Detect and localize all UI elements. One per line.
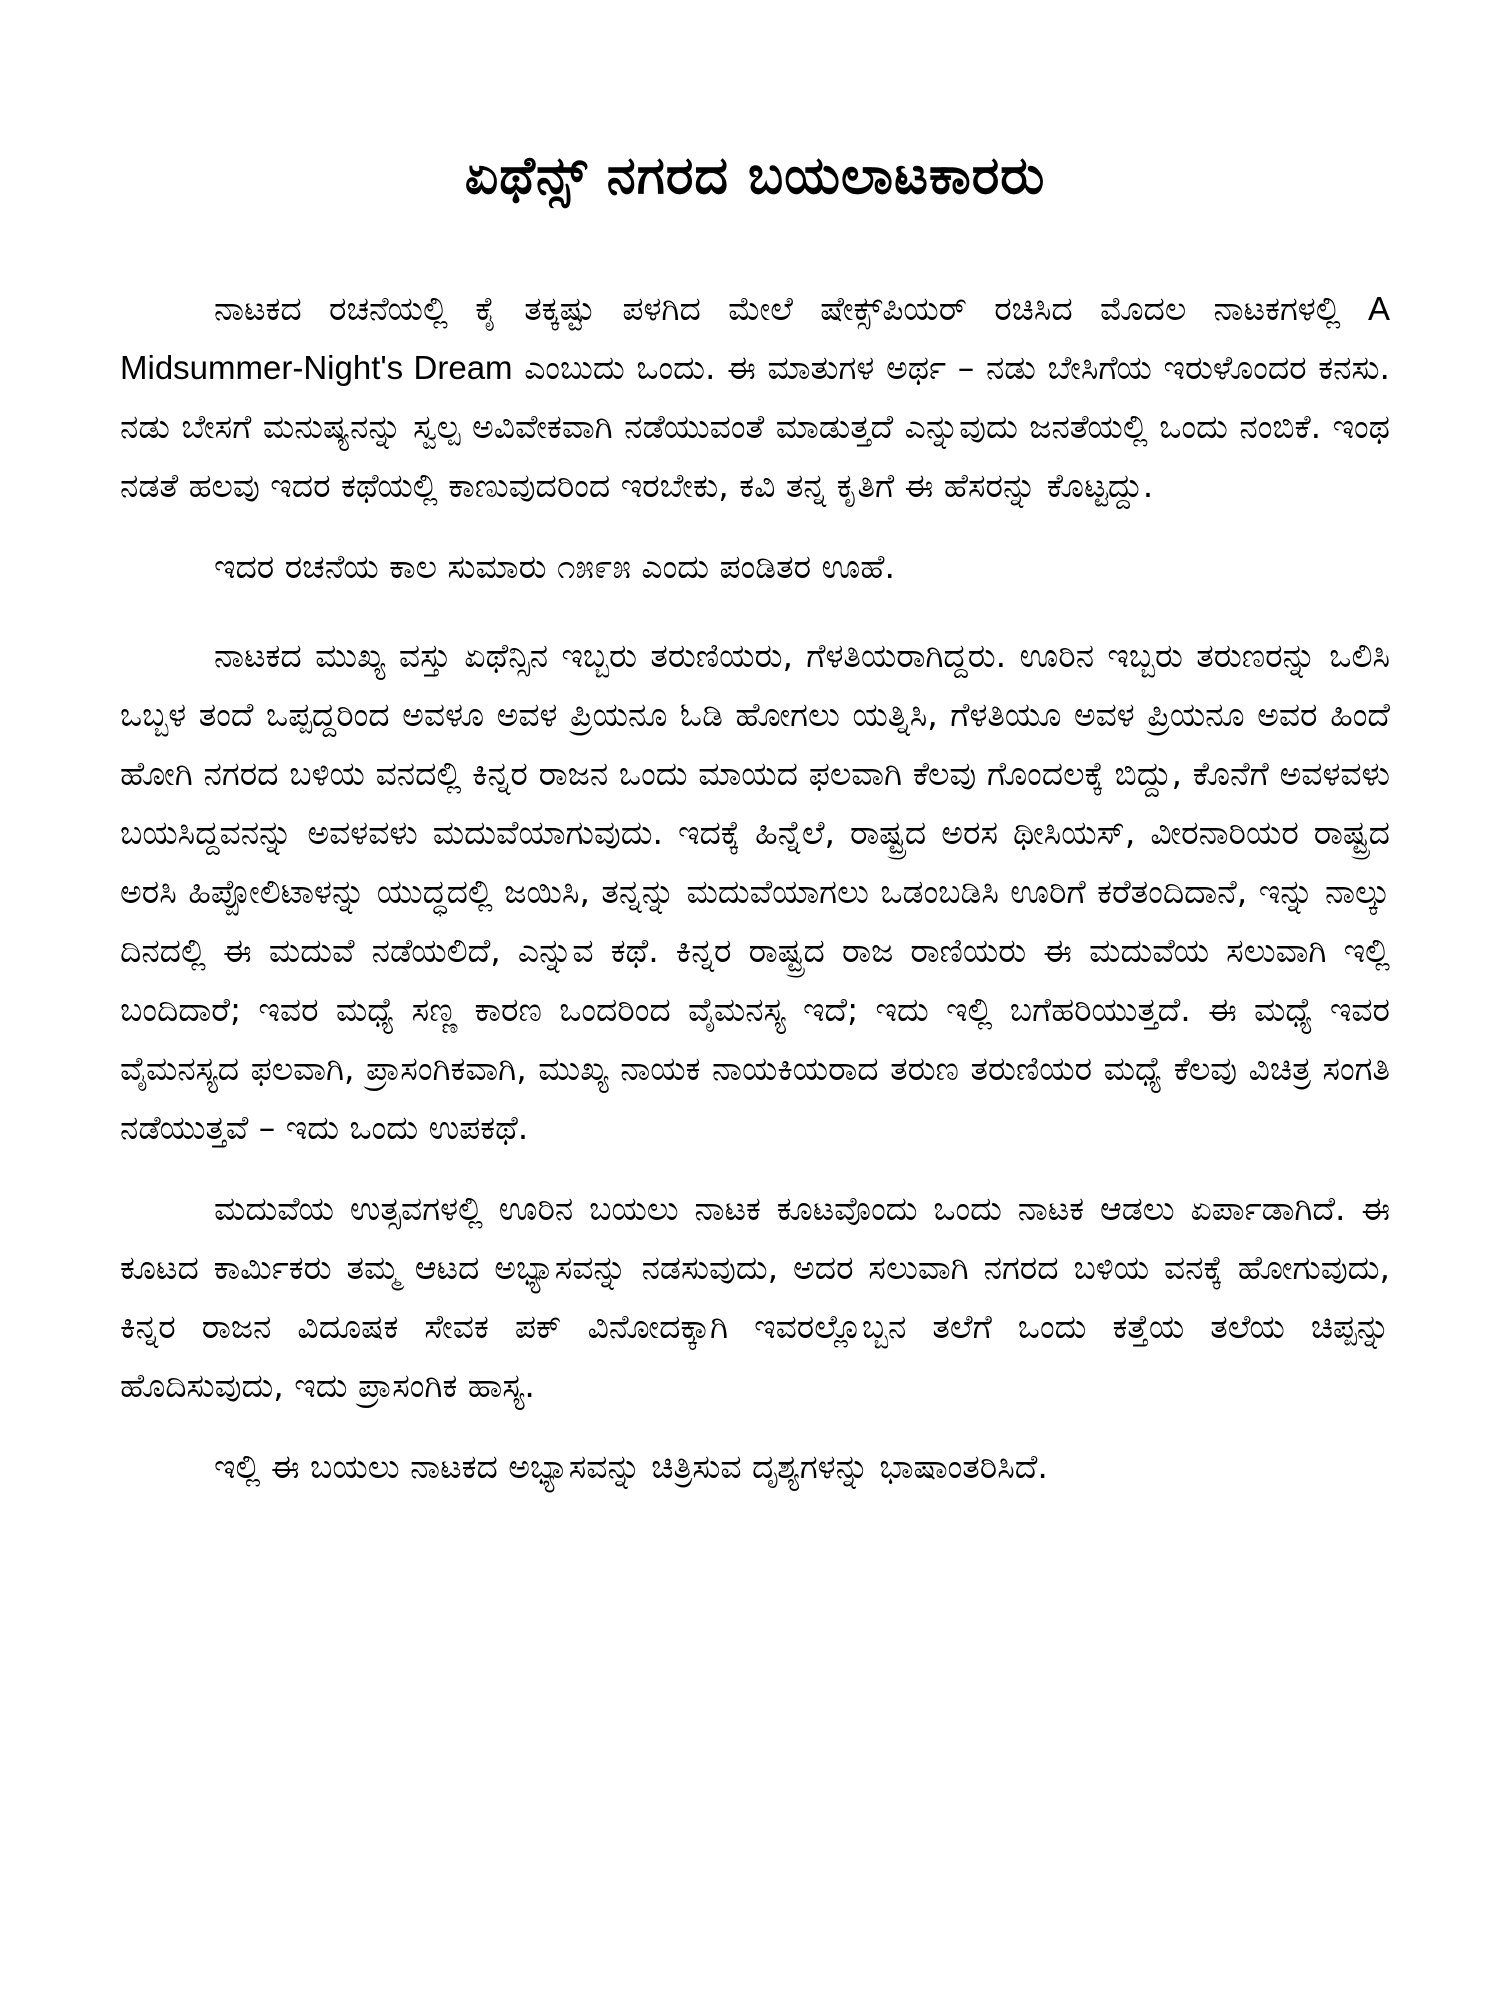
paragraph-plot: ನಾಟಕದ ಮುಖ್ಯ ವಸ್ತು ಏಥೆನ್ಸಿನ ಇಬ್ಬರು ತರುಣಿಯರು, ಗೆಳತಿಯರಾಗಿದ್ದರು. ಊರಿನ ಇಬ್ಬರು ತರುಣರನ್ನು ಒಲಿಸಿ ಒಬ್ಬಳ ತಂದೆ ಒಪ್ಪದ್ದರಿಂದ ಅವಳೂ ಅವಳ ಪ್ರಿಯನೂ ಓಡಿ ಹೋಗಲು ಯತ್ನಿಸಿ, ಗೆಳತಿಯೂ ಅವಳ ಪ್ರಿಯನೂ ಅವರ ಹಿಂದೆ ಹೋಗಿ ನಗರದ ಬಳಿಯ ವನದಲ್ಲಿ ಕಿನ್ನರ ರಾಜನ ಒಂದು ಮಾಯದ ಫಲವಾಗಿ ಕೆಲವು ಗೊಂದಲಕ್ಕೆ ಬಿದ್ದು, ಕೊನೆಗೆ ಅವಳವಳು ಬಯಸಿದ್ದವನನ್ನು ಅವಳವಳು ಮದುವೆಯಾಗುವುದು. ಇದಕ್ಕೆ ಹಿನ್ನೆಲೆ, ರಾಷ್ಟ್ರದ ಅರಸ ಥೀಸಿಯಸ್, ವೀರನಾರಿಯರ ರಾಷ್ಟ್ರದ ಅರಸಿ ಹಿಪ್ಪೋಲಿಟಾಳನ್ನು ಯುದ್ಧದಲ್ಲಿ ಜಯಿಸಿ, ತನ್ನನ್ನು ಮದುವೆಯಾಗಲು ಒಡಂಬಡಿಸಿ ಊರಿಗೆ ಕರೆತಂದಿದಾನೆ, ಇನ್ನು ನಾಲ್ಕು ದಿನದಲ್ಲಿ ಈ ಮದುವೆ ನಡೆಯಲಿದೆ, ಎನ್ನುವ ಕಥೆ. ಕಿನ್ನರ ರಾಷ್ಟ್ರದ ರಾಜ ರಾಣಿಯರು ಈ ಮದುವೆಯ ಸಲುವಾಗಿ ಇಲ್ಲಿ ಬಂದಿದಾರೆ; ಇವರ ಮಧ್ಯೆ ಸಣ್ಣ ಕಾರಣ ಒಂದರಿಂದ ವೈಮನಸ್ಯ ಇದೆ; ಇದು ಇಲ್ಲಿ ಬಗೆಹರಿಯುತ್ತದೆ. ಈ ಮಧ್ಯೆ ಇವರ ವೈಮನಸ್ಯದ ಫಲವಾಗಿ, ಪ್ರಾಸಂಗಿಕವಾಗಿ, ಮುಖ್ಯ ನಾಯಕ ನಾಯಕಿಯರಾದ ತರುಣ ತರುಣಿಯರ ಮಧ್ಯೆ ಕೆಲವು ವಿಚಿತ್ರ ಸಂಗತಿ ನಡೆಯುತ್ತವೆ – ಇದು ಒಂದು ಉಪಕಥೆ. bbox=[120, 636, 1390, 1148]
paragraph-players: ಮದುವೆಯ ಉತ್ಸವಗಳಲ್ಲಿ ಊರಿನ ಬಯಲು ನಾಟಕ ಕೂಟವೊಂದು ಒಂದು ನಾಟಕ ಆಡಲು ಏರ್ಪಾಡಾಗಿದೆ. ಈ ಕೂಟದ ಕಾರ್ಮಿಕರು ತಮ್ಮ ಆಟದ ಅಭ್ಯಾಸವನ್ನು ನಡಸುವುದು, ಅದರ ಸಲುವಾಗಿ ನಗರದ ಬಳಿಯ ವನಕ್ಕೆ ಹೋಗುವುದು, ಕಿನ್ನರ ರಾಜನ ವಿದೂಷಕ ಸೇವಕ ಪಕ್ ವಿನೋದಕ್ಕಾಗಿ ಇವರಲ್ಲೊಬ್ಬನ ತಲೆಗೆ ಒಂದು ಕತ್ತೆಯ ತಲೆಯ ಚಿಪ್ಪನ್ನು ಹೊದಿಸುವುದು, ಇದು ಪ್ರಾಸಂಗಿಕ ಹಾಸ್ಯ. bbox=[120, 1189, 1390, 1406]
paragraph-intro bbox=[120, 279, 1390, 515]
paragraph-intro-text-before: ನಾಟಕದ ರಚನೆಯಲ್ಲಿ ಕೈ ತಕ್ಕಷ್ಟು ಪಳಗಿದ ಮೇಲೆ ಷೇಕ್ಸ್‌ಪಿಯರ್ ರಚಿಸಿದ ಮೊದಲ ನಾಟಕಗಳಲ್ಲಿ bbox=[214, 289, 1368, 329]
paragraph-intro-text-after: ಎಂಬುದು ಒಂದು. ಈ ಮಾತುಗಳ ಅರ್ಥ – ನಡು ಬೇಸಿಗೆಯ ಇರುಳೊಂದರ ಕನಸು. ನಡು ಬೇಸಗೆ ಮನುಷ್ಯನನ್ನು ಸ್ವಲ್ಪ ಅವಿವೇಕವಾಗಿ ನಡೆಯುವಂತೆ ಮಾಡುತ್ತದೆ ಎನ್ನುವುದು ಜನತೆಯಲ್ಲಿ ಒಂದು ನಂಬಿಕೆ. ಇಂಥ ನಡತೆ ಹಲವು ಇದರ ಕಥೆಯಲ್ಲಿ ಕಾಣುವುದರಿಂದ ಇರಬೇಕು, ಕವಿ ತನ್ನ ಕೃತಿಗೆ ಈ ಹೆಸರನ್ನು ಕೊಟ್ಟದ್ದು. bbox=[120, 348, 1391, 506]
paragraph-closing: ಇಲ್ಲಿ ಈ ಬಯಲು ನಾಟಕದ ಅಭ್ಯಾಸವನ್ನು ಚಿತ್ರಿಸುವ ದೃಶ್ಯಗಳನ್ನು ಭಾಷಾಂತರಿಸಿದೆ. bbox=[214, 1447, 1048, 1487]
play-title-english: A Midsummer-Night's Dream bbox=[120, 290, 1390, 387]
page-title: ಏಥೆನ್ಸ್ ನಗರದ ಬಯಲಾಟಕಾರರು bbox=[464, 146, 1046, 206]
paragraph-date: ಇದರ ರಚನೆಯ ಕಾಲ ಸುಮಾರು ೧೫೯೫ ಎಂದು ಪಂಡಿತರ ಊಹೆ. bbox=[214, 547, 895, 587]
